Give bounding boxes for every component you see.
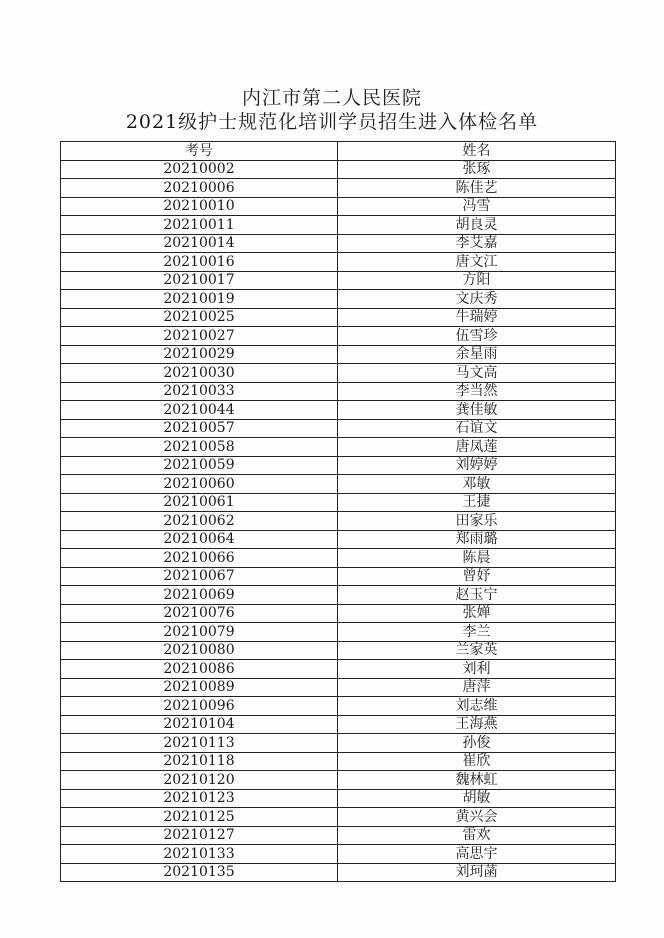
exam-number-cell: 20210120 (61, 771, 338, 790)
table-row (61, 493, 616, 512)
exam-number-cell: 20210059 (61, 456, 338, 475)
name-cell: 牛瑞婷 (338, 308, 616, 327)
table-row (61, 438, 616, 457)
name-cell: 张琢 (338, 160, 616, 179)
name-cell: 曾妤 (338, 567, 616, 586)
exam-number-cell: 20210062 (61, 512, 338, 531)
table-row (61, 197, 616, 216)
exam-number-cell: 20210044 (61, 401, 338, 420)
name-cell: 张婵 (338, 604, 616, 623)
header-exam-number: 考号 (61, 142, 338, 161)
table-row (61, 789, 616, 808)
name-cell: 冯雪 (338, 197, 616, 216)
table-row (61, 604, 616, 623)
name-cell: 李当然 (338, 382, 616, 401)
exam-number-cell: 20210076 (61, 604, 338, 623)
exam-number-cell: 20210089 (61, 678, 338, 697)
exam-number-cell: 20210006 (61, 179, 338, 198)
table-row (61, 512, 616, 531)
name-cell: 李艾嘉 (338, 234, 616, 253)
exam-number-cell: 20210080 (61, 641, 338, 660)
name-cell: 伍雪珍 (338, 327, 616, 346)
exam-number-cell: 20210104 (61, 715, 338, 734)
table-row (61, 456, 616, 475)
name-cell: 王捷 (338, 493, 616, 512)
exam-number-cell: 20210029 (61, 345, 338, 364)
exam-number-cell: 20210010 (61, 197, 338, 216)
table-row (61, 771, 616, 790)
name-cell: 唐文江 (338, 253, 616, 272)
name-cell: 刘珂菡 (338, 863, 616, 882)
exam-number-cell: 20210014 (61, 234, 338, 253)
name-cell: 唐凤莲 (338, 438, 616, 457)
table-row (61, 623, 616, 642)
table-row (61, 475, 616, 494)
exam-number-cell: 20210002 (61, 160, 338, 179)
name-cell: 马文高 (338, 364, 616, 383)
table-row (61, 678, 616, 697)
table-row (61, 549, 616, 568)
name-cell: 郑雨璐 (338, 530, 616, 549)
name-cell: 邓敏 (338, 475, 616, 494)
name-cell: 魏林虹 (338, 771, 616, 790)
exam-number-cell: 20210030 (61, 364, 338, 383)
table-row (61, 826, 616, 845)
name-cell: 龚佳敏 (338, 401, 616, 420)
table-row (61, 419, 616, 438)
table-row (61, 345, 616, 364)
table-row (61, 364, 616, 383)
table-row (61, 734, 616, 753)
exam-number-cell: 20210118 (61, 752, 338, 771)
name-cell: 刘志维 (338, 697, 616, 716)
table-row (61, 715, 616, 734)
table-row (61, 660, 616, 679)
table-row (61, 382, 616, 401)
table-header-row (61, 142, 616, 161)
table-row (61, 216, 616, 235)
exam-number-cell: 20210086 (61, 660, 338, 679)
exam-number-cell: 20210079 (61, 623, 338, 642)
document-title: 内江市第二人民医院 (241, 87, 422, 109)
name-cell: 赵玉宁 (338, 586, 616, 605)
header-name: 姓名 (338, 142, 616, 161)
name-cell: 石谊文 (338, 419, 616, 438)
table-row (61, 808, 616, 827)
table-row (61, 401, 616, 420)
exam-number-cell: 20210011 (61, 216, 338, 235)
table-row (61, 845, 616, 864)
name-cell: 刘利 (338, 660, 616, 679)
table-row (61, 863, 616, 882)
exam-number-cell: 20210133 (61, 845, 338, 864)
exam-number-cell: 20210016 (61, 253, 338, 272)
table-row (61, 290, 616, 309)
name-cell: 田家乐 (338, 512, 616, 531)
table-row (61, 586, 616, 605)
name-cell: 李兰 (338, 623, 616, 642)
name-cell: 黄兴会 (338, 808, 616, 827)
table-row (61, 530, 616, 549)
table-body (61, 160, 616, 882)
exam-number-cell: 20210096 (61, 697, 338, 716)
name-cell: 高思宇 (338, 845, 616, 864)
name-cell: 方阳 (338, 271, 616, 290)
exam-number-cell: 20210017 (61, 271, 338, 290)
name-cell: 陈佳艺 (338, 179, 616, 198)
exam-number-cell: 20210033 (61, 382, 338, 401)
name-cell: 胡敏 (338, 789, 616, 808)
exam-number-cell: 20210067 (61, 567, 338, 586)
exam-number-cell: 20210113 (61, 734, 338, 753)
name-cell: 陈晨 (338, 549, 616, 568)
table-row (61, 567, 616, 586)
exam-number-cell: 20210058 (61, 438, 338, 457)
exam-number-cell: 20210019 (61, 290, 338, 309)
name-cell: 兰家英 (338, 641, 616, 660)
name-cell: 胡良灵 (338, 216, 616, 235)
name-cell: 雷欢 (338, 826, 616, 845)
table-row (61, 327, 616, 346)
exam-number-cell: 20210123 (61, 789, 338, 808)
name-cell: 唐萍 (338, 678, 616, 697)
exam-number-cell: 20210066 (61, 549, 338, 568)
table-row (61, 697, 616, 716)
table-row (61, 160, 616, 179)
exam-number-cell: 20210027 (61, 327, 338, 346)
name-cell: 王海燕 (338, 715, 616, 734)
name-cell: 刘婷婷 (338, 456, 616, 475)
document-subtitle: 2021级护士规范化培训学员招生进入体检名单 (125, 111, 539, 133)
table-row (61, 179, 616, 198)
exam-number-cell: 20210127 (61, 826, 338, 845)
table-row (61, 234, 616, 253)
exam-number-cell: 20210135 (61, 863, 338, 882)
exam-number-cell: 20210125 (61, 808, 338, 827)
name-cell: 文庆秀 (338, 290, 616, 309)
name-cell: 崔欣 (338, 752, 616, 771)
exam-number-cell: 20210061 (61, 493, 338, 512)
table-row (61, 641, 616, 660)
name-cell: 余星雨 (338, 345, 616, 364)
exam-number-cell: 20210057 (61, 419, 338, 438)
exam-number-cell: 20210060 (61, 475, 338, 494)
table-row (61, 271, 616, 290)
exam-number-cell: 20210069 (61, 586, 338, 605)
candidate-table (60, 141, 616, 882)
exam-number-cell: 20210025 (61, 308, 338, 327)
table-row (61, 752, 616, 771)
table-row (61, 253, 616, 272)
name-cell: 孙俊 (338, 734, 616, 753)
table-row (61, 308, 616, 327)
exam-number-cell: 20210064 (61, 530, 338, 549)
